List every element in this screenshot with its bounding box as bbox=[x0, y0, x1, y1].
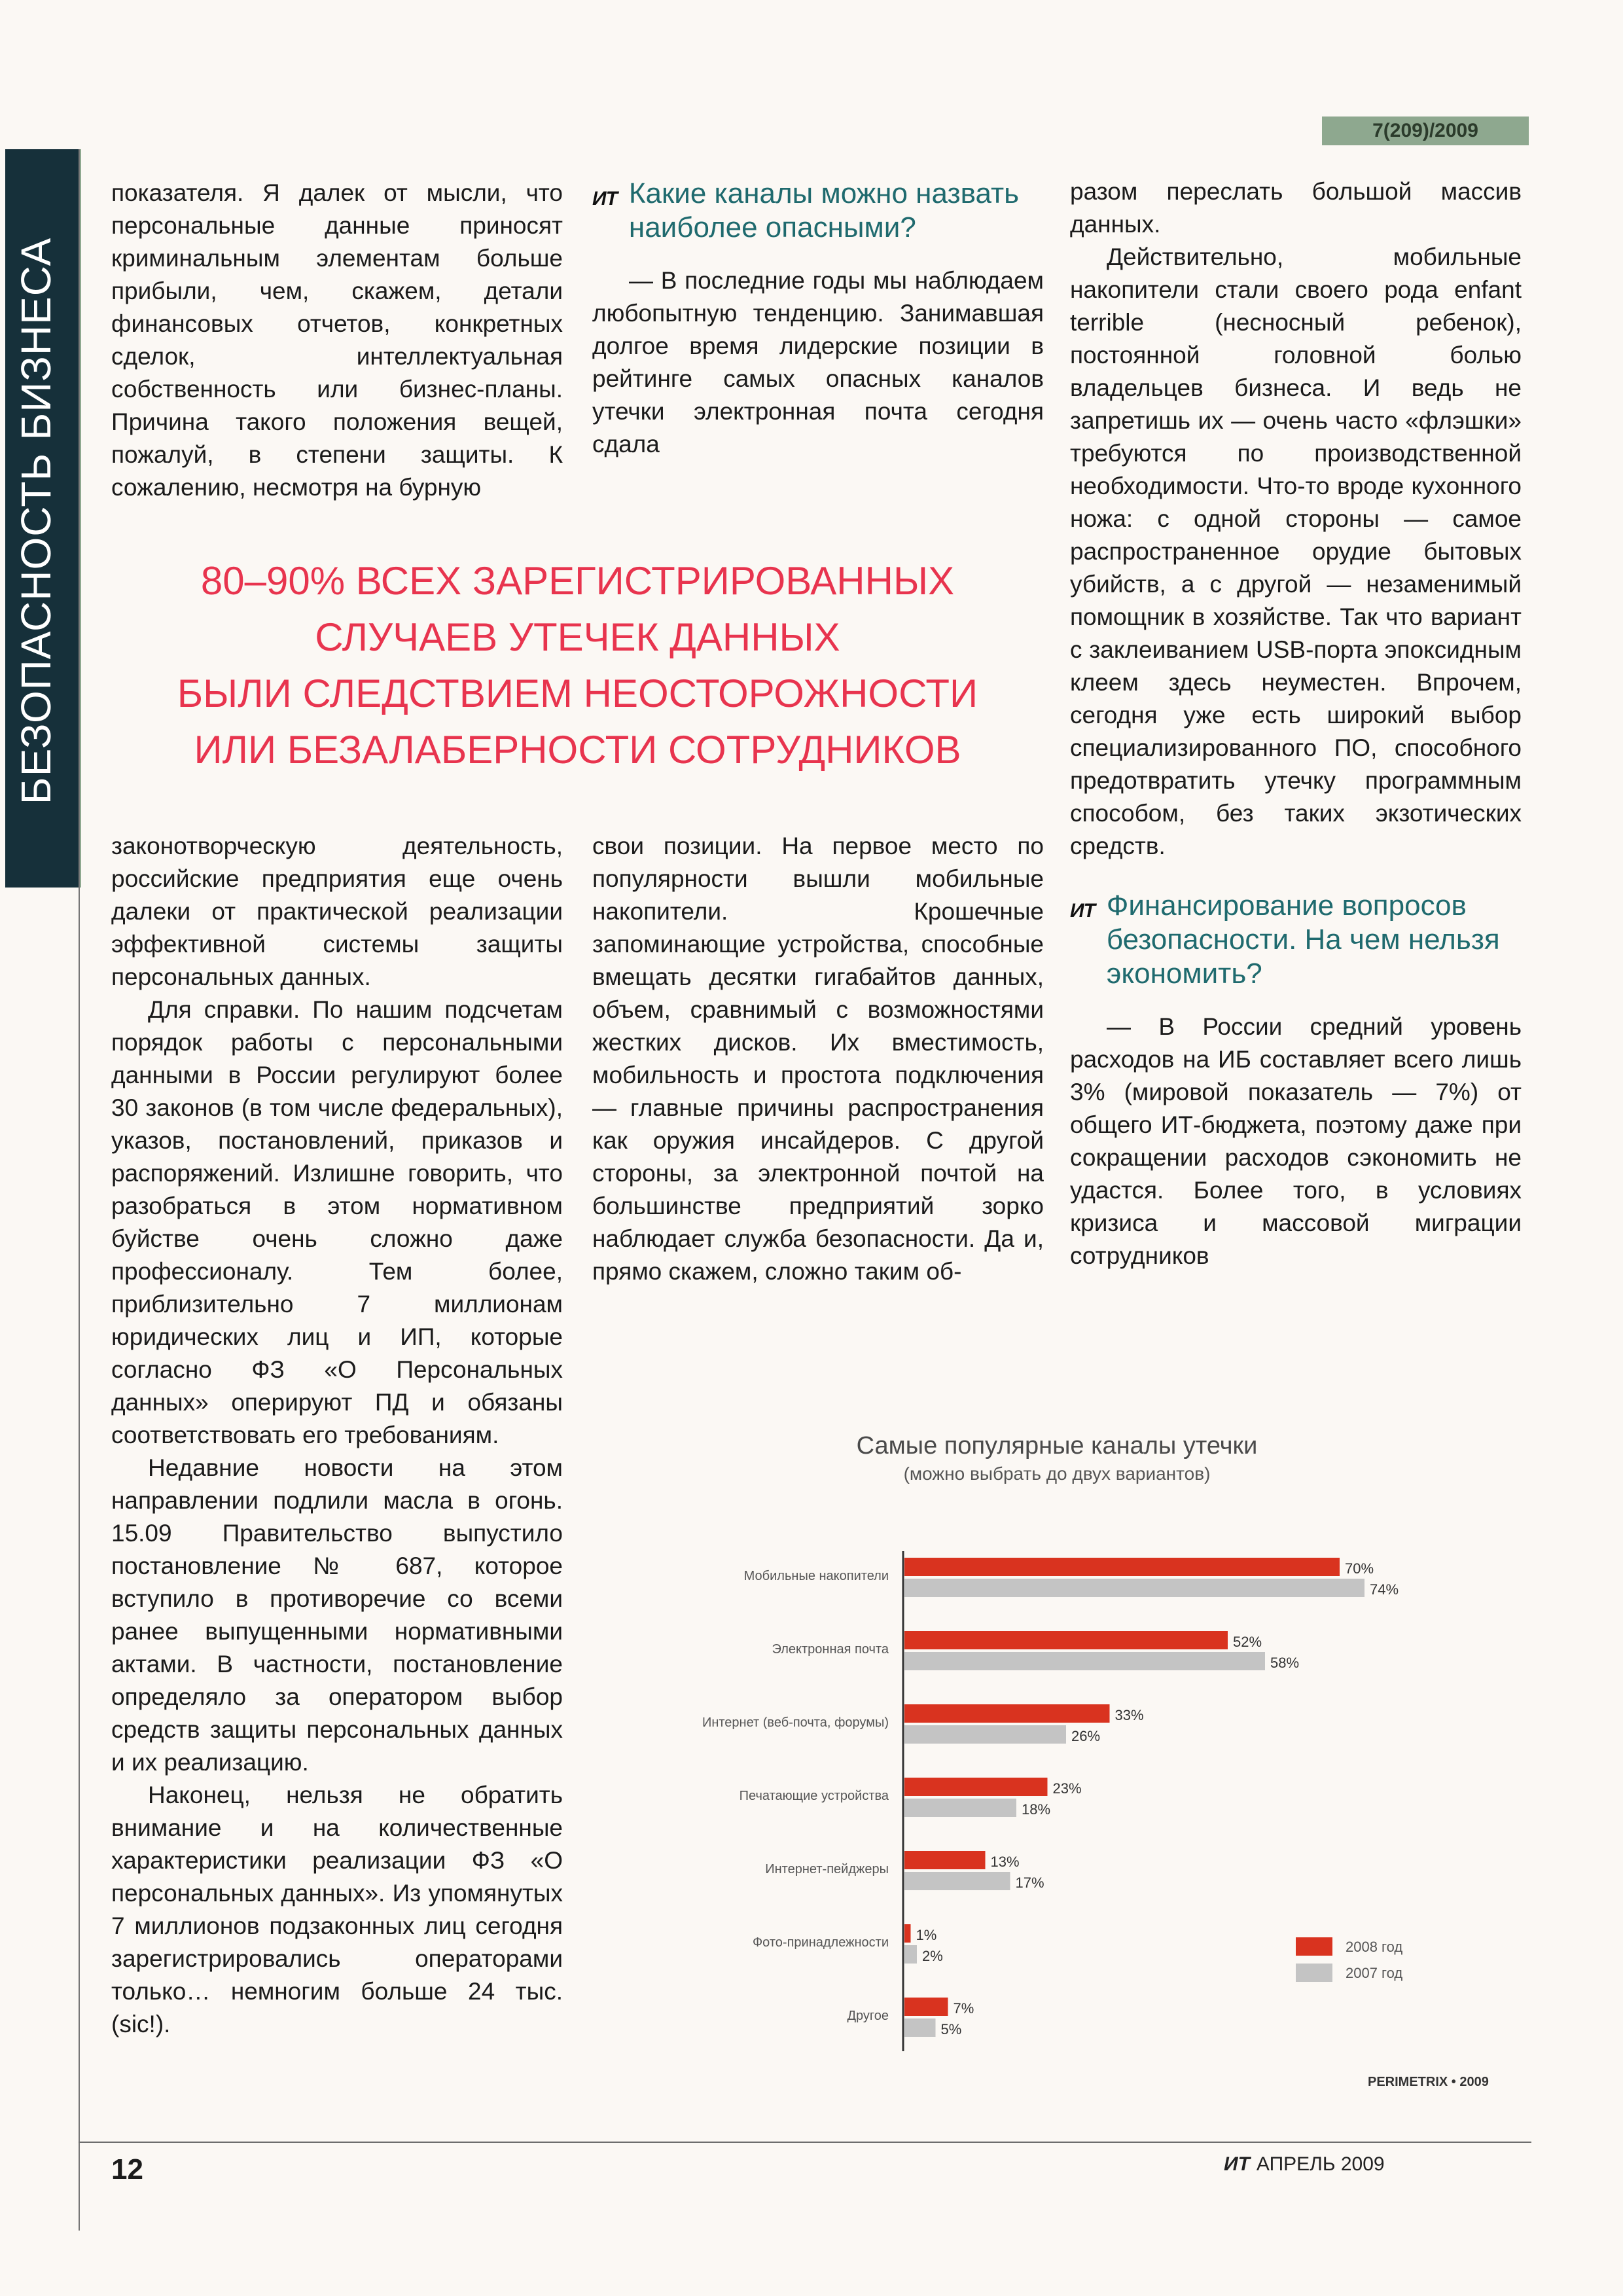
category-label: Интернет-пейджеры bbox=[765, 1862, 889, 1876]
bar-2008 bbox=[904, 1778, 1048, 1796]
bar-2008 bbox=[904, 1631, 1228, 1649]
data-label: 1% bbox=[916, 1927, 937, 1943]
paragraph: показателя. Я далек от мысли, что персональные данные приносят криминальным элементам больше прибыли, чем, скажем, детали финансовых отчетов, конкретных сделок, интеллектуальная собственность или бизнес-планы. Причина такого положения вещей, пожалуй, в степени защиты. К сожалению, несмотря на бурную bbox=[111, 179, 563, 501]
column-1-bottom bbox=[111, 830, 563, 2041]
data-label: 26% bbox=[1071, 1728, 1101, 1744]
data-label: 70% bbox=[1345, 1560, 1374, 1577]
category-label: Другое bbox=[847, 2009, 889, 2023]
pull-quote-line: 80–90% ВСЕХ ЗАРЕГИСТРИРОВАННЫХ bbox=[200, 559, 955, 603]
pull-quote-line: СЛУЧАЕВ УТЕЧЕК ДАННЫХ bbox=[315, 615, 840, 659]
bar-2007 bbox=[904, 1945, 917, 1964]
category-label: Электронная почта bbox=[772, 1642, 889, 1657]
paragraph: свои позиции. На первое место по популярности вышли мобильные накопители. Крошечные запоминающие устройства, способные вмещать десятки гигабайтов данных, объем, сравнимый с возможностями жестких дисков. Их вместимость, мобильность и простота подключения — главные причины распространения как оружия инсайдеров. С другой стороны, за электронной почтой на большинстве предприятий зорко наблюдает служба безопасности. Да и, прямо скажем, сложно таким об- bbox=[592, 833, 1044, 1285]
column-3 bbox=[1070, 175, 1522, 1272]
category-label: Печатающие устройства bbox=[739, 1789, 889, 1803]
category-label: Мобильные накопители bbox=[743, 1569, 889, 1583]
data-label: 23% bbox=[1052, 1780, 1082, 1797]
legend-label: 2008 год bbox=[1346, 1939, 1403, 1955]
bar-2008 bbox=[904, 1924, 911, 1943]
issue-number: 7(209)/2009 bbox=[1322, 117, 1529, 145]
category-label: Фото-принадлежности bbox=[752, 1935, 889, 1950]
chart-title: Самые популярные каналы утечки bbox=[856, 1432, 1258, 1460]
bar-2007 bbox=[904, 2018, 936, 2037]
column-2-bottom bbox=[592, 830, 1044, 1288]
legend-swatch bbox=[1296, 1964, 1332, 1982]
section-title: БЕЗОПАСНОСТЬ БИЗНЕСА bbox=[12, 237, 60, 805]
bar-2008 bbox=[904, 1704, 1110, 1723]
data-label: 33% bbox=[1115, 1707, 1144, 1723]
data-label: 7% bbox=[953, 2000, 974, 2017]
paragraph: разом переслать большой массив данных. bbox=[1070, 178, 1522, 238]
legend-label: 2007 год bbox=[1346, 1965, 1403, 1981]
footer-date bbox=[1224, 2153, 1385, 2176]
chart-source: PERIMETRIX • 2009 bbox=[1368, 2075, 1489, 2089]
data-label: 52% bbox=[1233, 1634, 1262, 1650]
bar-2007 bbox=[904, 1872, 1010, 1890]
brand-logo-icon: ИТ bbox=[1224, 2153, 1250, 2175]
paragraph: Действительно, мобильные накопители стали своего рода enfant terrible (несносный ребенок), постоянной головной болью владельцев бизнеса. И ведь не запретишь их — очень часто «флэшки» требуются по производственной необходимости. Что-то вроде кухонного ножа: с одной стороны — самое распространенное орудие бытовых убийств, а с другой — незаменимый помощник в хозяйстве. Так что вариант с заклеиванием USB-порта эпоксидным клеем здесь неуместен. Впрочем, сегодня уже есть широкий выбор специализированного ПО, способного предотвратить утечку программным способом, без таких экзотических средств. bbox=[1070, 243, 1522, 859]
data-label: 18% bbox=[1022, 1801, 1051, 1818]
bar-2008 bbox=[904, 1558, 1340, 1576]
paragraph: Недавние новости на этом направлении подлили масла в огонь. 15.09 Правительство выпустило постановление № 687, которое вступило в противоречие со всеми ранее выпущенными нормативными актами. В частности, постановление определяло за оператором выбор средств защиты персональных данных и их реализацию. bbox=[111, 1454, 563, 1776]
paragraph: — В последние годы мы наблюдаем любопытную тенденцию. Занимавшая долгое время лидерские позиции в рейтинге самых опасных каналов утечки электронная почта сегодня сдала bbox=[592, 267, 1044, 457]
question-text: Финансирование вопросов безопасности. На чем нельзя экономить? bbox=[1106, 889, 1500, 990]
data-label: 17% bbox=[1015, 1874, 1044, 1891]
pull-quote bbox=[111, 553, 1044, 778]
data-label: 5% bbox=[940, 2021, 962, 2037]
brand-logo-icon: ИТ bbox=[592, 188, 617, 209]
bar-2007 bbox=[904, 1579, 1364, 1597]
footer-rule bbox=[79, 2142, 1531, 2143]
bar-2007 bbox=[904, 1799, 1016, 1817]
bar-2007 bbox=[904, 1652, 1265, 1670]
data-label: 58% bbox=[1270, 1655, 1300, 1671]
bar-2008 bbox=[904, 1998, 948, 2016]
paragraph: Для справки. По нашим подсчетам порядок работы с персональными данными в России регулируют более 30 законов (в том числе федеральных), указов, постановлений, приказов и распоряжений. Излишне говорить, что разобраться в этом нормативном буйстве очень сложно даже профессионалу. Тем более, приблизительно 7 миллионам юридических лиц и ИП, которые согласно ФЗ «О Персональных данных» оперируют ПД и обязаны соответствовать его требованиям. bbox=[111, 996, 563, 1448]
question-heading-2 bbox=[1070, 889, 1522, 991]
category-label: Интернет (веб-почта, форумы) bbox=[702, 1715, 889, 1730]
bar-2007 bbox=[904, 1725, 1066, 1744]
paragraph: Наконец, нельзя не обратить внимание и на количественные характеристики реализации ФЗ «О персональных данных». Из упомянутых 7 миллионов подзаконных лиц сегодня зарегистрировались операторами только… немногим больше 24 тыс. (sic!). bbox=[111, 1782, 563, 2037]
brand-logo-icon: ИТ bbox=[1070, 900, 1095, 922]
data-label: 2% bbox=[922, 1948, 943, 1964]
page-number: 12 bbox=[111, 2153, 143, 2185]
paragraph: законотворческую деятельность, российские предприятия еще очень далеки от практической реализации эффективной системы защиты персональных данных. bbox=[111, 833, 563, 990]
legend-swatch bbox=[1296, 1937, 1332, 1956]
left-rule bbox=[79, 149, 80, 2231]
question-text: Какие каналы можно назвать наиболее опасными? bbox=[628, 177, 1020, 243]
column-2-top bbox=[592, 177, 1044, 461]
data-label: 13% bbox=[990, 1854, 1020, 1870]
question-heading-1 bbox=[592, 177, 1044, 245]
chart-subtitle: (можно выбрать до двух вариантов) bbox=[903, 1463, 1211, 1484]
pull-quote-line: ИЛИ БЕЗАЛАБЕРНОСТИ СОТРУДНИКОВ bbox=[194, 728, 961, 772]
paragraph: — В России средний уровень расходов на ИБ составляет всего лишь 3% (мировой показатель — 7%) от общего ИТ-бюджета, поэтому даже при сокращении расходов сэкономить не удастся. Более того, в условиях кризиса и массовой миграции сотрудников bbox=[1070, 1013, 1522, 1269]
bar-2008 bbox=[904, 1851, 986, 1869]
pull-quote-line: БЫЛИ СЛЕДСТВИЕМ НЕОСТОРОЖНОСТИ bbox=[177, 672, 978, 715]
data-label: 74% bbox=[1370, 1581, 1399, 1598]
issue-month: АПРЕЛЬ 2009 bbox=[1256, 2153, 1385, 2175]
column-1-top bbox=[111, 177, 563, 504]
leak-channels-chart bbox=[641, 1538, 1518, 2062]
